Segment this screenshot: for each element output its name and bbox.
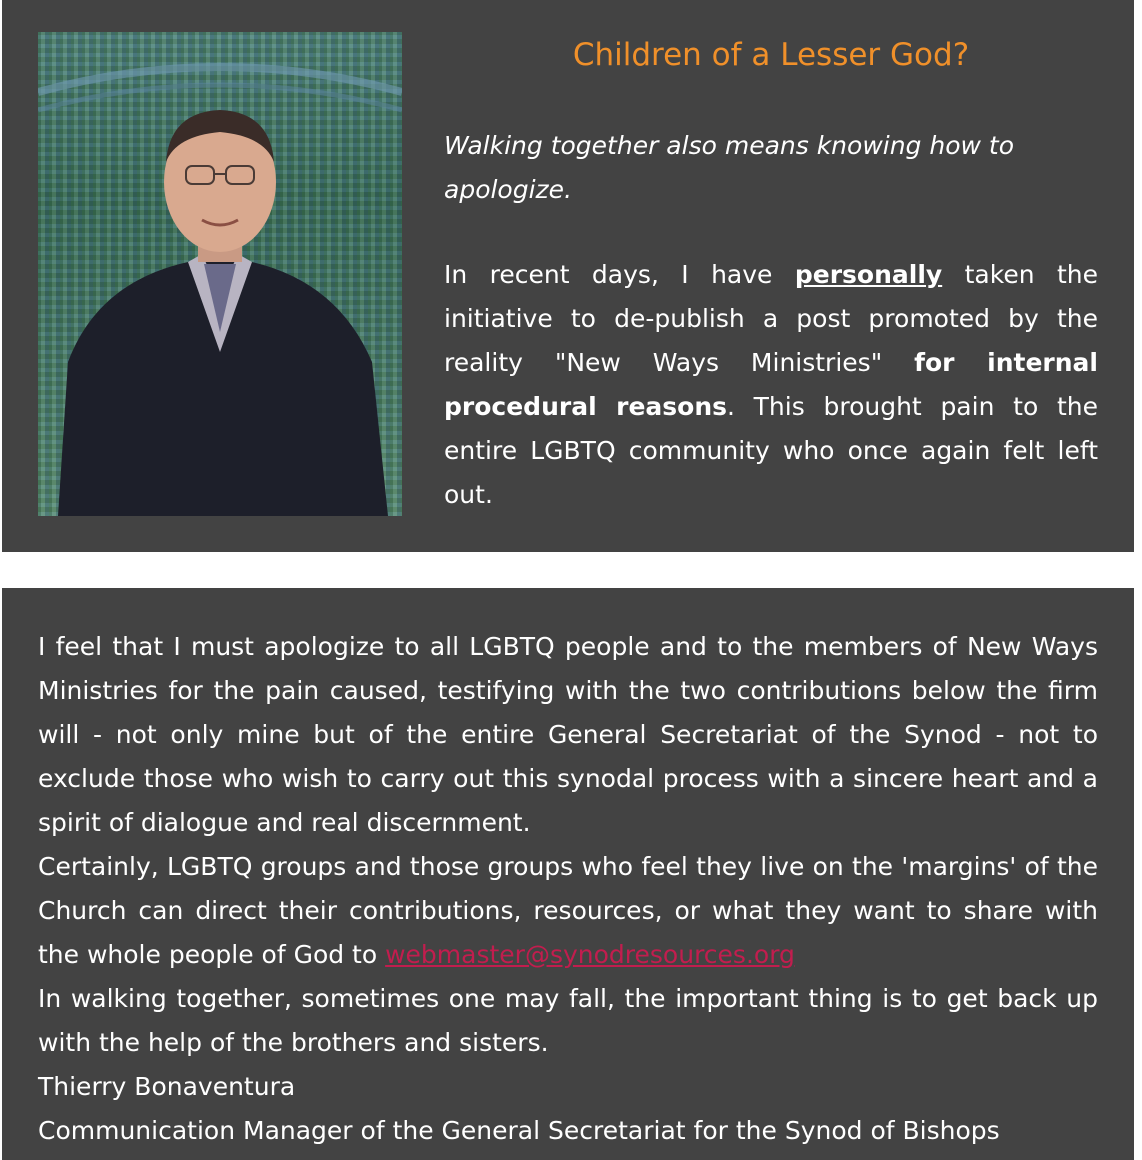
email-link[interactable]: webmaster@synodresources.org — [385, 940, 795, 969]
lead-bold: for internal procedural reasons — [444, 348, 1098, 421]
lead-paragraph — [444, 253, 1098, 517]
statement-paragraph-2-text: Certainly, LGBTQ groups and those groups who feel they live on the 'margins' of the Church can direct their contributions, resources, or what they want to share with the whole people of God to — [38, 852, 1098, 969]
statement-body — [38, 625, 1098, 1153]
article-title: Children of a Lesser God? — [572, 37, 970, 73]
signature-role: Communication Manager of the General Secretariat for the Synod of Bishops — [38, 1116, 1000, 1145]
statement-paragraph-2 — [38, 845, 1098, 977]
lead-text-2: taken the initiative to de-publish a post promoted by the reality "New Ways Ministries" — [444, 260, 1098, 377]
lead-text-1: In recent days, I have — [444, 260, 795, 289]
lead-emphasis: personally — [794, 260, 943, 289]
statement-paragraph-3: In walking together, sometimes one may fall, the important thing is to get back up with the help of the brothers and sisters. — [38, 984, 1098, 1057]
intro-panel — [2, 0, 1134, 552]
portrait-photo — [38, 32, 402, 516]
signature-name: Thierry Bonaventura — [38, 1072, 296, 1101]
lead-text-3: . This brought pain to the entire LGBTQ community who once again felt left out. — [444, 392, 1098, 509]
statement-paragraph-1: I feel that I must apologize to all LGBTQ people and to the members of New Ways Ministries for the pain caused, testifying with the two contributions below the firm will - not only mine but of the entire General Secretariat of the Synod - not to exclude those who wish to carry out this synodal process with a sincere heart and a spirit of dialogue and real discernment. — [38, 632, 1098, 837]
article-subtitle: Walking together also means knowing how to apologize. — [444, 131, 1015, 204]
statement-panel — [2, 588, 1134, 1160]
